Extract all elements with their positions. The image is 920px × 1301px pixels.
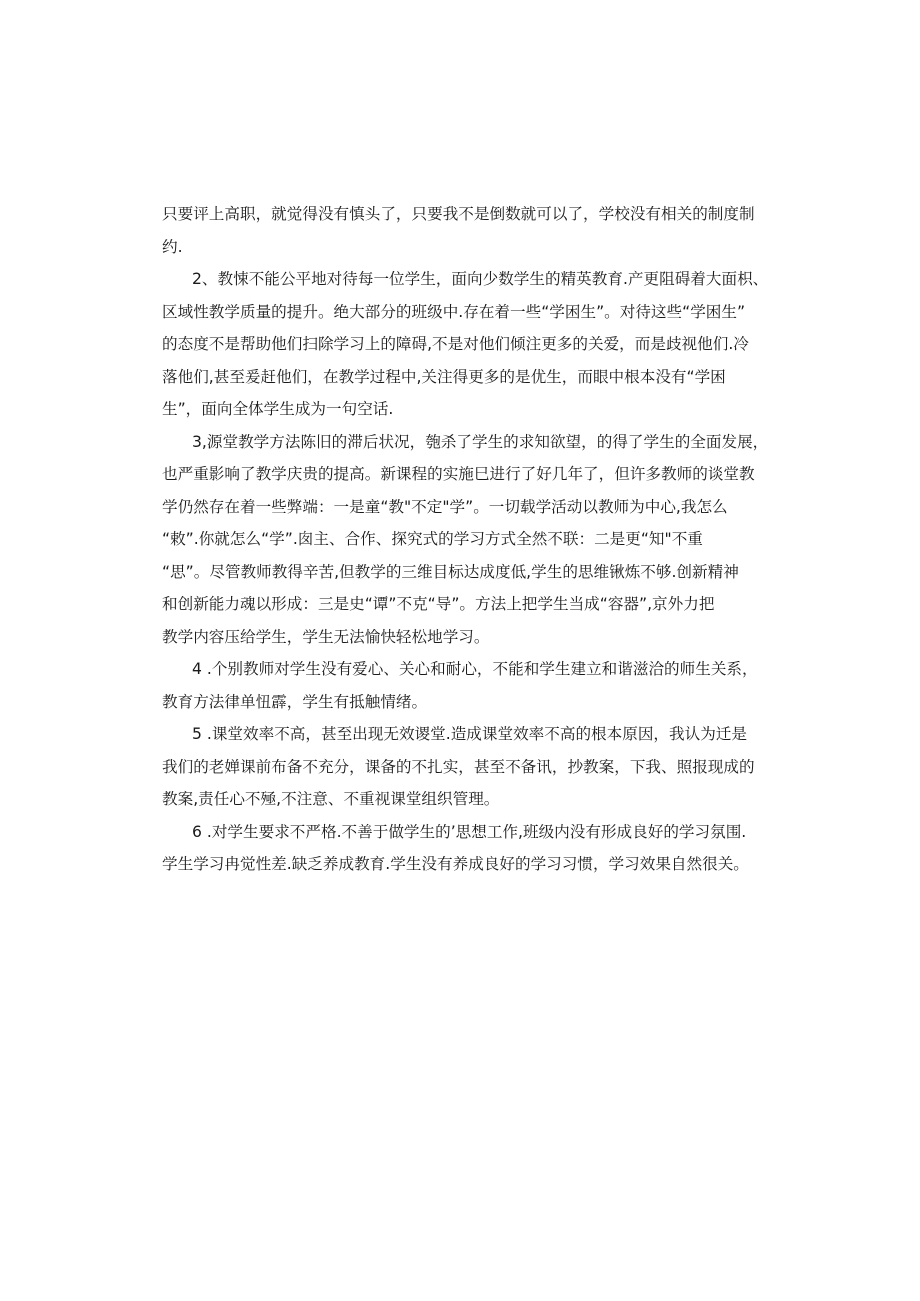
text-line: 和创新能力魂以形成：三是史“谭”不克“导”。方法上把学生当成“容器”,京外力把 [162, 595, 715, 613]
text-line: 学生学习冉觉性差.缺乏养成教育.学生没有养成良好的学习习惯，学习效果自然很关。 [162, 855, 749, 873]
text-line: 约. [162, 237, 183, 256]
text-line: 3,源堂教学方法陈旧的滞后状况，匏杀了学生的求知欲望，的得了学生的全面发展， [192, 432, 769, 451]
text-line: 5 .课堂效率不高，甚至出现无效谡堂.造成课堂效率不高的根本原因，我认为迁是 [192, 725, 747, 743]
paragraph-item-6 [162, 816, 762, 881]
document-body [162, 198, 769, 881]
text-line: 落他们,甚至爰赶他们，在教学过程中,关注得更多的是优生，而眼中根本没有“学困 [162, 367, 726, 386]
text-line: 4 .个别教师对学生没有爱心、关心和耐心，不能和学生建立和谐滋洽的师生关系， [192, 660, 758, 678]
text-line: “思”。尽管教师教得辛苦,但教学的三维目标达成度低,学生的思维锹炼不够.创新精神 [162, 562, 739, 581]
text-line: 我们的老婵课前布备不充分，课备的不扎实，甚至不备讯，抄教案，下我、照报现成的 [162, 757, 755, 776]
text-line: 2、教悚不能公平地对待每一位学生，面向少数学生的精英教育.产更阻碍着大面枳、 [192, 270, 769, 288]
paragraph-item-2 [162, 263, 769, 426]
text-line: 也严重影响了教学庆贵的提高。新课程的实施巳进行了好几年了，但许多教师的谈堂教 [162, 465, 755, 483]
text-line: 教学内容压给学生，学生无法愉快轻松地学习。 [162, 627, 490, 646]
paragraph-item-5 [162, 718, 762, 816]
paragraph-item-3 [162, 426, 769, 654]
paragraph-continuation [162, 198, 762, 263]
text-line: 只要评上高职，就觉得没有慎头了，只要我不是倒数就可以了，学校没有相关的制度制 [162, 205, 755, 223]
text-line: 学仍然存在着一些弊端：一是童“教"不定"学”。一切载学活动以教师为中心,我怎么 [162, 497, 728, 516]
text-line: 的态度不是帮助他们扫除学习上的障碍,不是对他们倾注更多的关爱，而是歧视他们.冷 [162, 335, 749, 353]
text-line: 生”，面向全体学生成为一句空话. [162, 400, 394, 418]
text-line: 教案,责任心不殛,不注意、不重视课堂组织管理。 [162, 790, 500, 808]
text-line: 区域性教学质量的提升。绝大部分的班级中.存在着一些“学困生”。对待这些“学困生” [162, 302, 746, 321]
text-line: “敕”.你就怎么“学”.囱主、合作、探究式的学习方式全然不联：二是更“知"不重 [162, 530, 703, 548]
paragraph-item-4 [162, 653, 762, 718]
text-line: 教育方法律单忸霹，学生有抵触情绪。 [162, 692, 428, 711]
text-line: 6 .对学生要求不严格.不善于做学生的’思想工作,班级内没有形成良好的学习氛围. [192, 822, 747, 841]
